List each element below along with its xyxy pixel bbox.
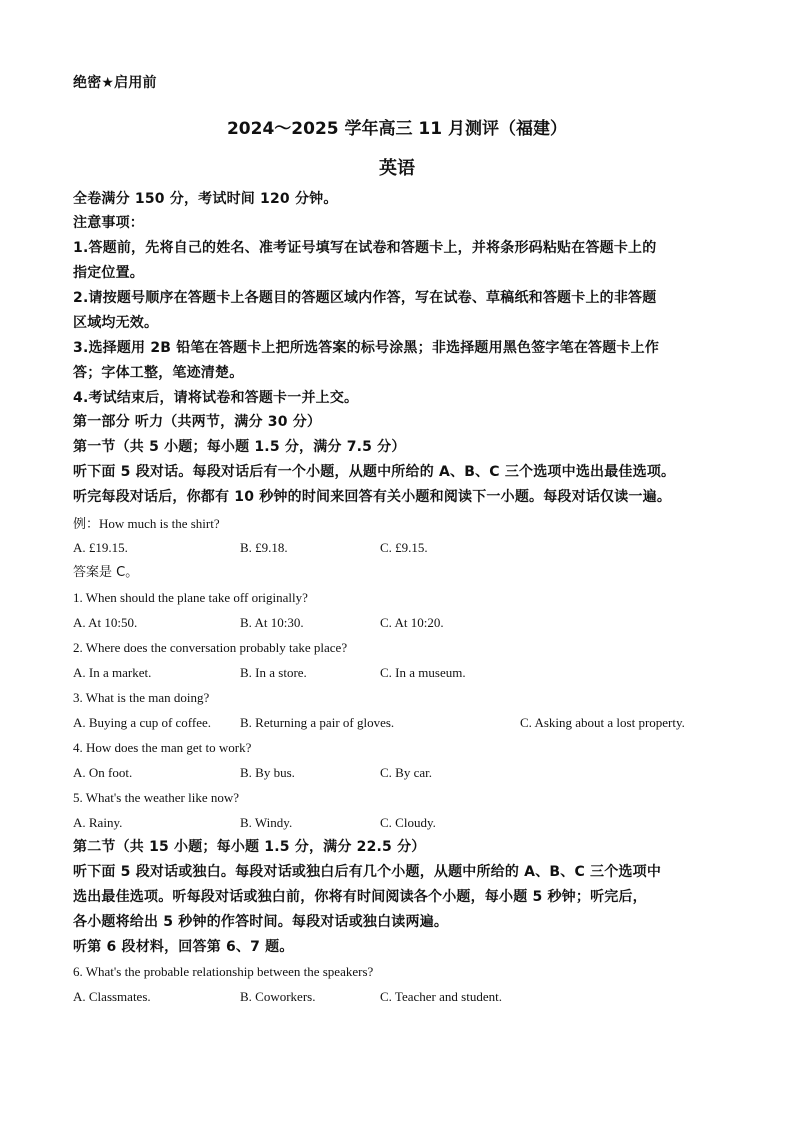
q4-option-a: A. On foot. [73,765,133,780]
q1-option-b: B. At 10:30. [240,615,304,630]
q5-option-b: B. Windy. [240,815,293,830]
note-3-line-1: 3.选择题用 2B 铅笔在答题卡上把所选答案的标号涂黑；非选择题用黑色签字笔在答题卡上作 [73,340,660,356]
q3-option-a: A. Buying a cup of coffee. [73,715,212,730]
q2-option-a: A. In a market. [73,665,152,680]
notes-heading: 注意事项： [73,215,144,231]
q6-option-a: A. Classmates. [73,989,151,1004]
section1-instruction-line-1: 听下面 5 段对话。每段对话后有一个小题，从题中所给的 A、B、C 三个选项中选出最佳选项。 [73,464,676,480]
secret-mark: 绝密★启用前 [73,75,157,91]
q5-option-a: A. Rainy. [73,815,123,830]
question-2: 2. Where does the conversation probably take place? [73,640,348,655]
section2-instruction-line-1: 听下面 5 段对话或独白。每段对话或独白后有几个小题，从题中所给的 A、B、C 三个选项中 [73,864,662,880]
example-answer: 答案是 C。 [73,565,139,580]
q2-option-b: B. In a store. [240,665,307,680]
q4-option-b: B. By bus. [240,765,295,780]
exam-title: 2024～2025 学年高三 11 月测评（福建） [226,119,568,139]
note-3-line-2: 答；字体工整，笔迹清楚。 [73,365,244,381]
example-label: 例： [73,517,100,532]
part1-heading: 第一部分 听力（共两节，满分 30 分） [73,414,322,430]
section1-heading: 第一节（共 5 小题；每小题 1.5 分，满分 7.5 分） [73,439,406,455]
example-question [73,514,220,534]
example-option-b: B. £9.18. [240,540,288,555]
question-4: 4. How does the man get to work? [73,740,252,755]
q1-option-c: C. At 10:20. [380,615,444,630]
q3-option-b: B. Returning a pair of gloves. [240,715,395,730]
note-1-line-2: 指定位置。 [73,265,144,281]
example-option-c: C. £9.15. [380,540,428,555]
question-3: 3. What is the man doing? [73,690,210,705]
q4-option-c: C. By car. [380,765,432,780]
q1-option-a: A. At 10:50. [73,615,138,630]
section2-instruction-line-3: 各小题将给出 5 秒钟的作答时间。每段对话或独白读两遍。 [73,914,449,930]
note-2-line-2: 区域均无效。 [73,315,159,331]
score-time: 全卷满分 150 分，考试时间 120 分钟。 [73,191,338,207]
note-4: 4.考试结束后，请将试卷和答题卡一并上交。 [73,390,359,406]
question-1: 1. When should the plane take off originally? [73,590,308,605]
q5-option-c: C. Cloudy. [380,815,436,830]
note-2-line-1: 2.请按题号顺序在答题卡上各题目的答题区域内作答，写在试卷、草稿纸和答题卡上的非答题 [73,290,657,306]
example-question-text: How much is the shirt? [99,516,220,531]
section1-instruction-line-2: 听完每段对话后，你都有 10 秒钟的时间来回答有关小题和阅读下一小题。每段对话仅读一遍。 [73,489,672,505]
material-6-heading: 听第 6 段材料，回答第 6、7 题。 [73,939,294,955]
q6-option-b: B. Coworkers. [240,989,316,1004]
question-6: 6. What's the probable relationship between the speakers? [73,964,374,979]
question-5: 5. What's the weather like now? [73,790,239,805]
note-1-line-1: 1.答题前，先将自己的姓名、准考证号填写在试卷和答题卡上，并将条形码粘贴在答题卡上的 [73,240,657,256]
subject-title: 英语 [379,158,415,179]
section2-instruction-line-2: 选出最佳选项。听每段对话或独白前，你将有时间阅读各个小题，每小题 5 秒钟；听完后， [73,889,647,905]
section2-heading: 第二节（共 15 小题；每小题 1.5 分，满分 22.5 分） [73,839,426,855]
q3-option-c: C. Asking about a lost property. [520,715,685,730]
q2-option-c: C. In a museum. [380,665,466,680]
q6-option-c: C. Teacher and student. [380,989,502,1004]
example-option-a: A. £19.15. [73,540,128,555]
